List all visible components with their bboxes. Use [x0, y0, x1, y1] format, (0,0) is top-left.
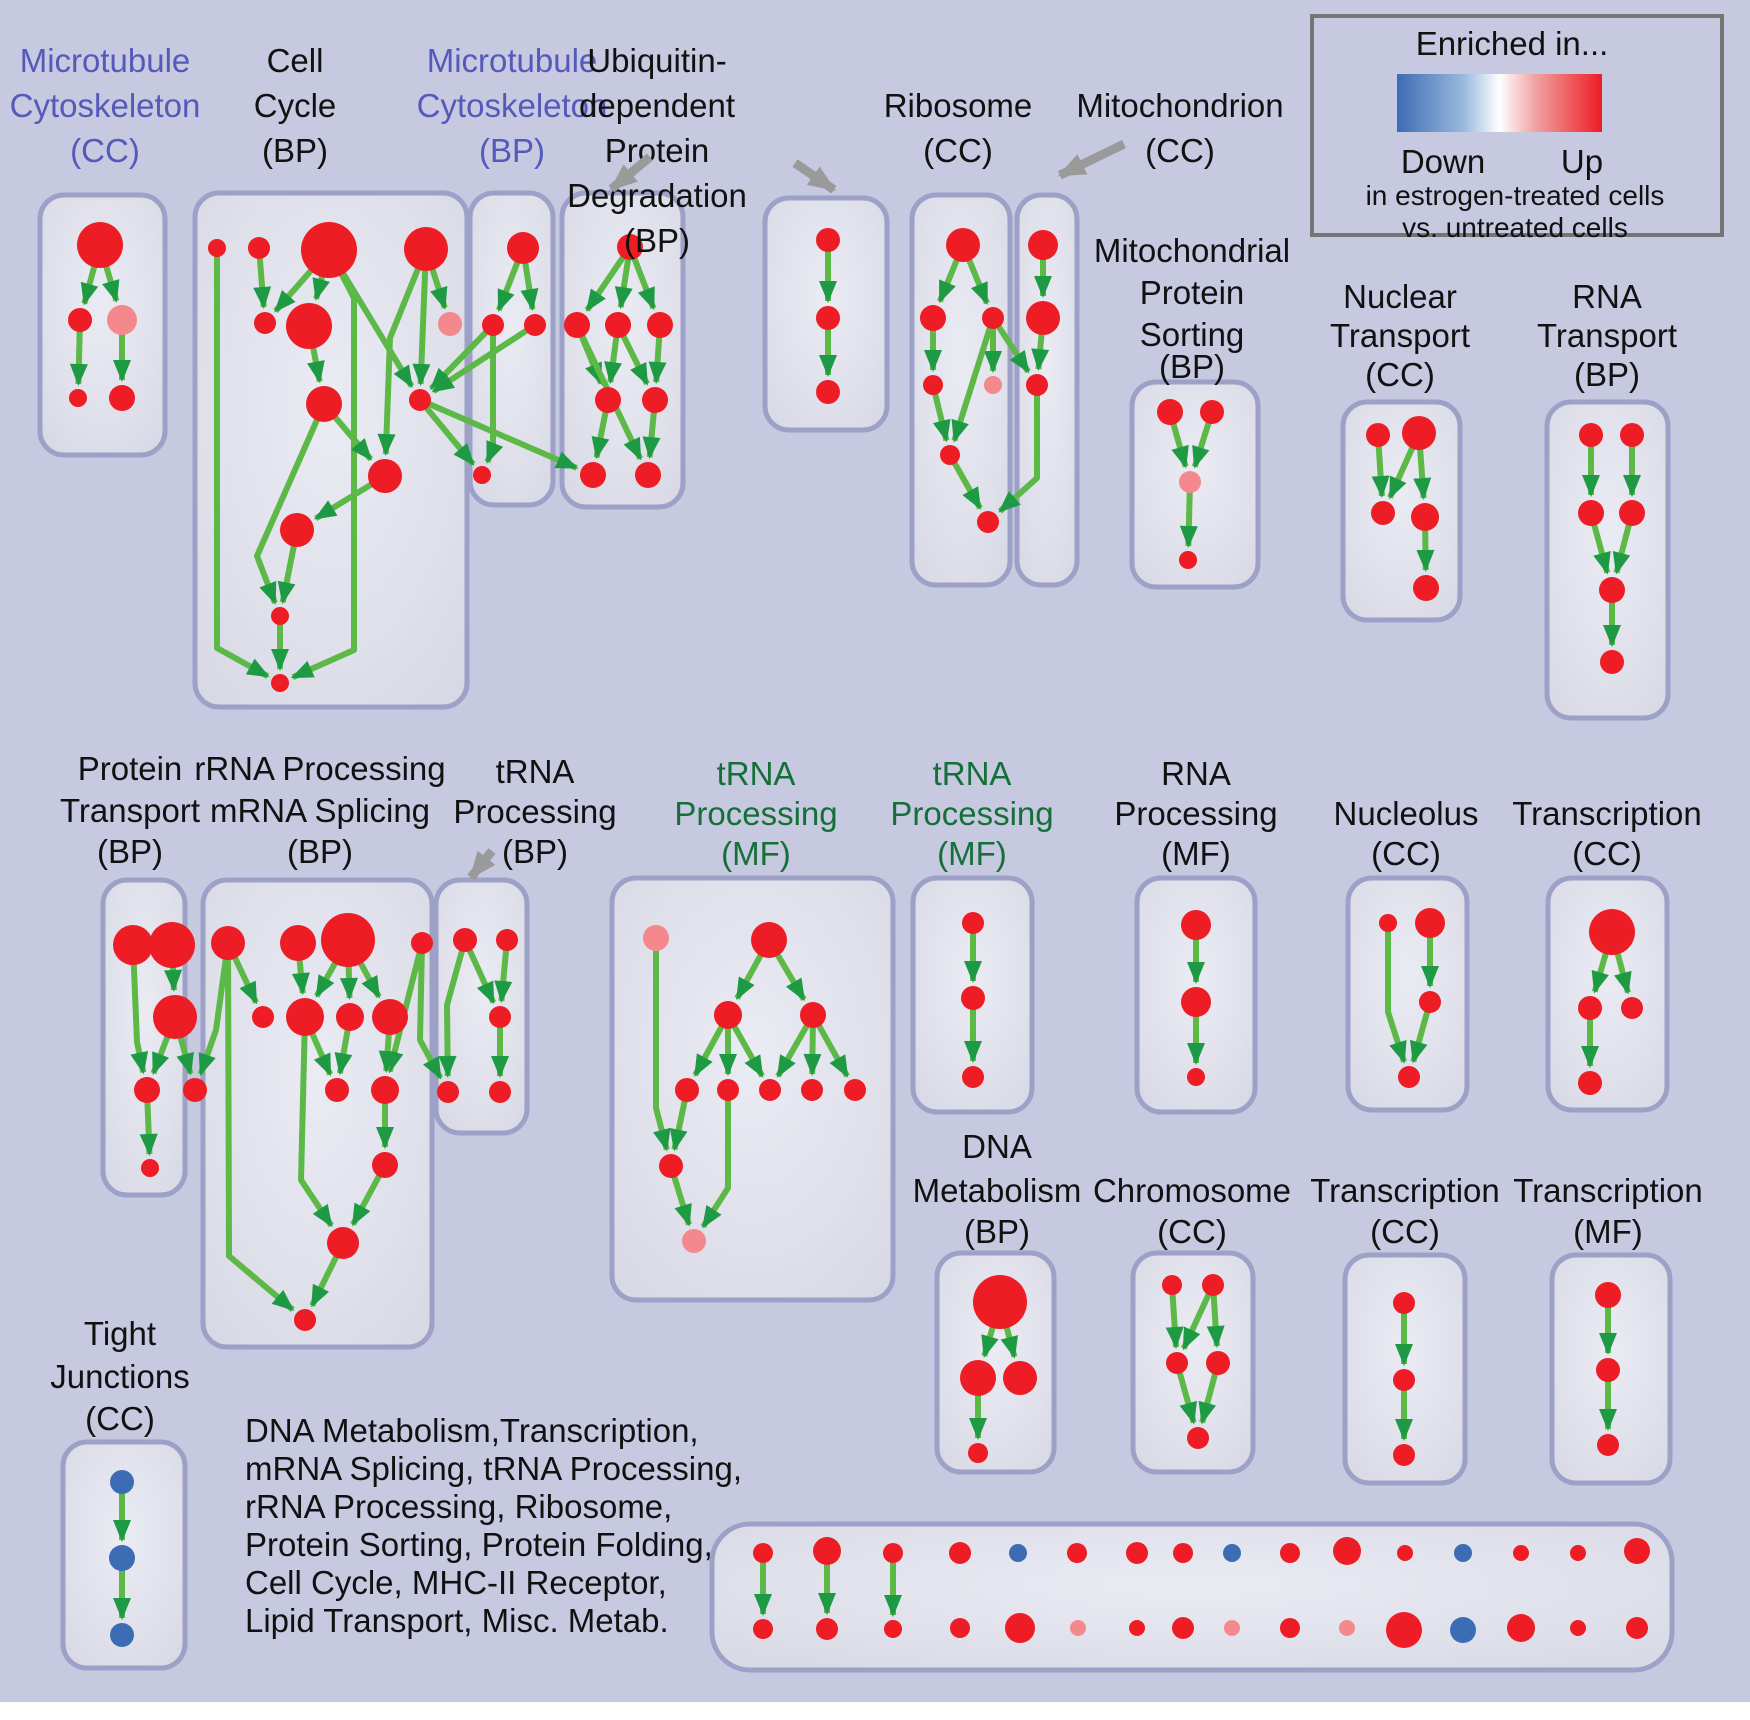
node-red-upregulated [409, 389, 431, 411]
node-red-upregulated [211, 926, 245, 960]
node-blue-downregulated [110, 1623, 134, 1647]
node-red-upregulated [962, 912, 984, 934]
node-red-upregulated [968, 1443, 988, 1463]
node-red-upregulated [368, 459, 402, 493]
node-red-upregulated [1578, 500, 1604, 526]
group-label-transcription-cc-lower: Transcription [1310, 1172, 1500, 1209]
node-red-upregulated [294, 1309, 316, 1331]
node-red-upregulated [482, 314, 504, 336]
group-label-trna-processing-mf-large: Processing [674, 795, 838, 832]
group-label-transcription-cc-upper: (CC) [1572, 835, 1642, 872]
group-label-tight-junctions-cc: Junctions [50, 1358, 190, 1395]
group-label-rna-transport-bp: (BP) [1574, 356, 1640, 393]
node-red-upregulated [982, 307, 1004, 329]
node-red-upregulated [325, 1078, 349, 1102]
node-red-upregulated [1129, 1620, 1145, 1636]
node-red-upregulated [1028, 230, 1058, 260]
figure-bottom-margin [0, 1702, 1750, 1715]
node-blue-downregulated [1450, 1617, 1476, 1643]
group-box-misc-categories-grid [712, 1524, 1672, 1670]
node-red-upregulated [1513, 1545, 1529, 1561]
group-label-nuclear-transport-cc: Transport [1330, 317, 1470, 354]
node-red-upregulated [1003, 1361, 1037, 1395]
node-red-upregulated [884, 1620, 902, 1638]
group-label-mitochondrial-protein-sorting-bp: Mitochondrial [1093, 232, 1291, 269]
node-red-upregulated [1067, 1543, 1087, 1563]
node-red-upregulated [1393, 1292, 1415, 1314]
node-red-upregulated [134, 1077, 160, 1103]
node-red-upregulated [1619, 500, 1645, 526]
node-red-upregulated [1187, 1068, 1205, 1086]
node-red-upregulated [321, 913, 375, 967]
node-red-upregulated [1005, 1613, 1035, 1643]
node-red-upregulated [524, 314, 546, 336]
node-red-upregulated [1620, 423, 1644, 447]
node-red-upregulated [372, 999, 408, 1035]
node-red-upregulated [564, 312, 590, 338]
group-label-microtubule-cytoskeleton-bp: Microtubule [426, 42, 598, 79]
legend-subtitle-line2: vs. untreated cells [1402, 212, 1628, 243]
misc-categories-text-line: mRNA Splicing, tRNA Processing, [245, 1450, 743, 1487]
group-label-microtubule-cytoskeleton-cc: Cytoskeleton [9, 87, 201, 124]
legend-title: Enriched in... [1415, 25, 1609, 62]
node-red-upregulated [801, 1079, 823, 1101]
group-label-transcription-mf: (MF) [1573, 1213, 1643, 1250]
node-red-upregulated [1202, 1274, 1224, 1296]
node-red-upregulated [1173, 1543, 1193, 1563]
node-red-upregulated [248, 237, 270, 259]
node-red-upregulated [883, 1543, 903, 1563]
node-red-upregulated [271, 674, 289, 692]
node-blue-downregulated [1009, 1544, 1027, 1562]
node-red-upregulated [1570, 1545, 1586, 1561]
node-red-upregulated [659, 1154, 683, 1178]
group-label-dna-metabolism-bp: DNA [962, 1128, 1032, 1165]
node-red-upregulated [1596, 1358, 1620, 1382]
node-red-upregulated [844, 1079, 866, 1101]
group-label-ubiquitin-dependent-protein-degradation-bp: Ubiquitin- [587, 42, 727, 79]
group-label-microtubule-cytoskeleton-cc: Microtubule [19, 42, 191, 79]
node-red-upregulated [1599, 577, 1625, 603]
node-red-upregulated [1415, 908, 1445, 938]
node-red-upregulated [1206, 1351, 1230, 1375]
group-label-rna-transport-bp: Transport [1537, 317, 1677, 354]
node-red-upregulated [280, 925, 316, 961]
group-label-ubiquitin-dependent-protein-degradation-bp: (BP) [624, 222, 690, 259]
node-red-upregulated [923, 375, 943, 395]
group-label-protein-transport-bp: Transport [60, 792, 200, 829]
node-red-upregulated [1578, 1071, 1602, 1095]
node-red-upregulated [635, 462, 661, 488]
group-box-nuclear-transport-cc [1343, 402, 1460, 620]
node-pink-upregulated [682, 1229, 706, 1253]
node-red-upregulated [1578, 996, 1602, 1020]
node-red-upregulated [336, 1003, 364, 1031]
node-red-upregulated [113, 925, 153, 965]
node-red-upregulated [1621, 997, 1643, 1019]
node-red-upregulated [1366, 423, 1390, 447]
node-red-upregulated [68, 308, 92, 332]
node-red-upregulated [949, 1542, 971, 1564]
legend-gradient-bar [1397, 74, 1602, 132]
group-label-trna-processing-bp: Processing [453, 793, 617, 830]
node-red-upregulated [1507, 1614, 1535, 1642]
node-red-upregulated [1181, 987, 1211, 1017]
group-label-trna-processing-bp: tRNA [495, 753, 575, 790]
node-pink-upregulated [1070, 1620, 1086, 1636]
node-red-upregulated [489, 1081, 511, 1103]
group-label-rrna-processing-mrna-splicing-bp: mRNA Splicing [209, 792, 431, 829]
group-label-transcription-cc-upper: Transcription [1512, 795, 1702, 832]
group-label-chromosome-cc: Chromosome [1092, 1172, 1292, 1209]
node-red-upregulated [1187, 1427, 1209, 1449]
node-red-upregulated [962, 1066, 984, 1088]
node-pink-upregulated [984, 376, 1002, 394]
group-label-protein-transport-bp: Protein [77, 750, 183, 787]
node-red-upregulated [1595, 1282, 1621, 1308]
node-red-upregulated [642, 387, 668, 413]
node-red-upregulated [816, 1618, 838, 1640]
node-red-upregulated [183, 1078, 207, 1102]
node-blue-downregulated [1223, 1544, 1241, 1562]
group-label-mitochondrion-cc: Mitochondrion [1076, 87, 1284, 124]
group-label-protein-transport-bp: (BP) [97, 833, 163, 870]
group-label-ubiquitin-dependent-protein-degradation-bp: Degradation [567, 177, 747, 214]
node-red-upregulated [437, 1081, 459, 1103]
node-red-upregulated [1600, 650, 1624, 674]
node-red-upregulated [149, 922, 195, 968]
node-red-upregulated [286, 998, 324, 1036]
node-red-upregulated [960, 1360, 996, 1396]
group-label-tight-junctions-cc: (CC) [85, 1400, 155, 1437]
node-red-upregulated [473, 466, 491, 484]
node-red-upregulated [605, 312, 631, 338]
node-red-upregulated [1179, 551, 1197, 569]
node-red-upregulated [1393, 1369, 1415, 1391]
node-red-upregulated [1280, 1543, 1300, 1563]
node-red-upregulated [280, 513, 314, 547]
node-red-upregulated [507, 232, 539, 264]
node-red-upregulated [753, 1619, 773, 1639]
node-red-upregulated [208, 239, 226, 257]
node-red-upregulated [1172, 1617, 1194, 1639]
misc-categories-text-line: DNA Metabolism,Transcription, [245, 1412, 699, 1449]
group-label-nucleolus-cc: (CC) [1371, 835, 1441, 872]
group-label-dna-metabolism-bp: (BP) [964, 1213, 1030, 1250]
group-label-rna-processing-mf: (MF) [1161, 835, 1231, 872]
group-label-trna-processing-mf-large: (MF) [721, 835, 791, 872]
misc-categories-text-line: rRNA Processing, Ribosome, [245, 1488, 673, 1525]
node-red-upregulated [1411, 503, 1439, 531]
group-label-trna-processing-bp: (BP) [502, 833, 568, 870]
node-red-upregulated [453, 928, 477, 952]
group-label-cell-cycle-bp: (BP) [262, 132, 328, 169]
node-red-upregulated [816, 380, 840, 404]
node-red-upregulated [1402, 416, 1436, 450]
node-red-upregulated [69, 389, 87, 407]
node-red-upregulated [1589, 909, 1635, 955]
group-label-nucleolus-cc: Nucleolus [1333, 795, 1479, 832]
group-label-cell-cycle-bp: Cell [266, 42, 324, 79]
node-red-upregulated [77, 222, 123, 268]
node-red-upregulated [1579, 423, 1603, 447]
node-red-upregulated [286, 303, 332, 349]
group-label-trna-processing-mf-small: (MF) [937, 835, 1007, 872]
node-red-upregulated [1624, 1538, 1650, 1564]
node-red-upregulated [595, 387, 621, 413]
node-red-upregulated [1157, 399, 1183, 425]
node-blue-downregulated [110, 1470, 134, 1494]
group-label-nuclear-transport-cc: Nuclear [1343, 278, 1457, 315]
group-label-mitochondrial-protein-sorting-bp: Sorting [1139, 316, 1245, 353]
group-label-ubiquitin-dependent-protein-degradation-bp: Protein [604, 132, 710, 169]
node-red-upregulated [306, 386, 342, 422]
node-red-upregulated [1126, 1542, 1148, 1564]
node-red-upregulated [580, 462, 606, 488]
node-red-upregulated [153, 995, 197, 1039]
node-pink-upregulated [1339, 1620, 1355, 1636]
group-label-ribosome-cc: (CC) [923, 132, 993, 169]
group-label-microtubule-cytoskeleton-bp: Cytoskeleton [416, 87, 608, 124]
node-red-upregulated [1181, 910, 1211, 940]
node-red-upregulated [920, 305, 946, 331]
node-red-upregulated [1626, 1617, 1648, 1639]
node-red-upregulated [1026, 374, 1048, 396]
node-red-upregulated [813, 1537, 841, 1565]
node-red-upregulated [1200, 400, 1224, 424]
node-red-upregulated [371, 1076, 399, 1104]
node-red-upregulated [1166, 1352, 1188, 1374]
node-red-upregulated [1597, 1434, 1619, 1456]
misc-categories-text-line: Lipid Transport, Misc. Metab. [245, 1602, 669, 1639]
node-red-upregulated [1026, 301, 1060, 335]
group-label-ubiquitin-dependent-protein-degradation-bp: dependent [579, 87, 735, 124]
misc-categories-text-line: Cell Cycle, MHC-II Receptor, [245, 1564, 667, 1601]
node-pink-upregulated [107, 305, 137, 335]
node-red-upregulated [327, 1227, 359, 1259]
node-red-upregulated [404, 227, 448, 271]
node-red-upregulated [940, 445, 960, 465]
group-label-nuclear-transport-cc: (CC) [1365, 356, 1435, 393]
node-red-upregulated [1413, 575, 1439, 601]
group-label-mitochondrial-protein-sorting-bp: (BP) [1159, 348, 1225, 385]
group-label-transcription-cc-lower: (CC) [1370, 1213, 1440, 1250]
node-red-upregulated [759, 1079, 781, 1101]
node-red-upregulated [751, 922, 787, 958]
group-label-tight-junctions-cc: Tight [83, 1315, 157, 1352]
group-label-mitochondrion-cc: (CC) [1145, 132, 1215, 169]
group-label-trna-processing-mf-large: tRNA [716, 755, 796, 792]
group-label-chromosome-cc: (CC) [1157, 1213, 1227, 1250]
node-pink-upregulated [438, 312, 462, 336]
node-red-upregulated [1397, 1545, 1413, 1561]
node-blue-downregulated [109, 1545, 135, 1571]
group-label-rrna-processing-mrna-splicing-bp: (BP) [287, 833, 353, 870]
node-red-upregulated [717, 1079, 739, 1101]
node-red-upregulated [1379, 914, 1397, 932]
node-pink-upregulated [1224, 1620, 1240, 1636]
group-label-microtubule-cytoskeleton-bp: (BP) [479, 132, 545, 169]
group-label-cell-cycle-bp: Cycle [253, 87, 337, 124]
node-red-upregulated [1333, 1537, 1361, 1565]
group-label-rna-transport-bp: RNA [1572, 278, 1642, 315]
node-red-upregulated [675, 1078, 699, 1102]
group-label-rrna-processing-mrna-splicing-bp: rRNA Processing [194, 750, 446, 787]
group-label-trna-processing-mf-small: Processing [890, 795, 1054, 832]
group-label-trna-processing-mf-small: tRNA [932, 755, 1012, 792]
node-red-upregulated [1419, 991, 1441, 1013]
legend-down-label: Down [1400, 143, 1486, 180]
node-red-upregulated [946, 228, 980, 262]
node-red-upregulated [372, 1152, 398, 1178]
group-label-dna-metabolism-bp: Metabolism [912, 1172, 1082, 1209]
node-red-upregulated [1398, 1066, 1420, 1088]
group-label-ribosome-cc: Ribosome [883, 87, 1033, 124]
node-red-upregulated [950, 1618, 970, 1638]
node-red-upregulated [254, 312, 276, 334]
node-red-upregulated [961, 986, 985, 1010]
node-red-upregulated [1280, 1618, 1300, 1638]
node-red-upregulated [714, 1001, 742, 1029]
node-red-upregulated [1386, 1612, 1422, 1648]
node-red-upregulated [1570, 1620, 1586, 1636]
legend-up-label: Up [1560, 143, 1604, 180]
node-red-upregulated [816, 306, 840, 330]
node-pink-upregulated [1179, 471, 1201, 493]
node-red-upregulated [141, 1159, 159, 1177]
legend-subtitle-line1: in estrogen-treated cells [1365, 180, 1665, 211]
node-red-upregulated [489, 1006, 511, 1028]
node-red-upregulated [496, 929, 518, 951]
node-red-upregulated [973, 1275, 1027, 1329]
node-red-upregulated [816, 228, 840, 252]
node-red-upregulated [411, 932, 433, 954]
node-red-upregulated [1162, 1275, 1182, 1295]
node-red-upregulated [109, 385, 135, 411]
group-label-rna-processing-mf: RNA [1161, 755, 1231, 792]
group-label-mitochondrial-protein-sorting-bp: Protein [1139, 274, 1245, 311]
node-red-upregulated [753, 1543, 773, 1563]
group-label-microtubule-cytoskeleton-cc: (CC) [70, 132, 140, 169]
node-red-upregulated [647, 312, 673, 338]
node-red-upregulated [977, 511, 999, 533]
misc-categories-text-line: Protein Sorting, Protein Folding, [245, 1526, 713, 1563]
node-red-upregulated [800, 1002, 826, 1028]
node-pink-upregulated [643, 925, 669, 951]
node-red-upregulated [271, 607, 289, 625]
node-red-upregulated [301, 222, 357, 278]
node-blue-downregulated [1454, 1544, 1472, 1562]
group-label-transcription-mf: Transcription [1513, 1172, 1703, 1209]
node-red-upregulated [1371, 501, 1395, 525]
node-red-upregulated [1393, 1444, 1415, 1466]
node-red-upregulated [252, 1006, 274, 1028]
group-label-rna-processing-mf: Processing [1114, 795, 1278, 832]
